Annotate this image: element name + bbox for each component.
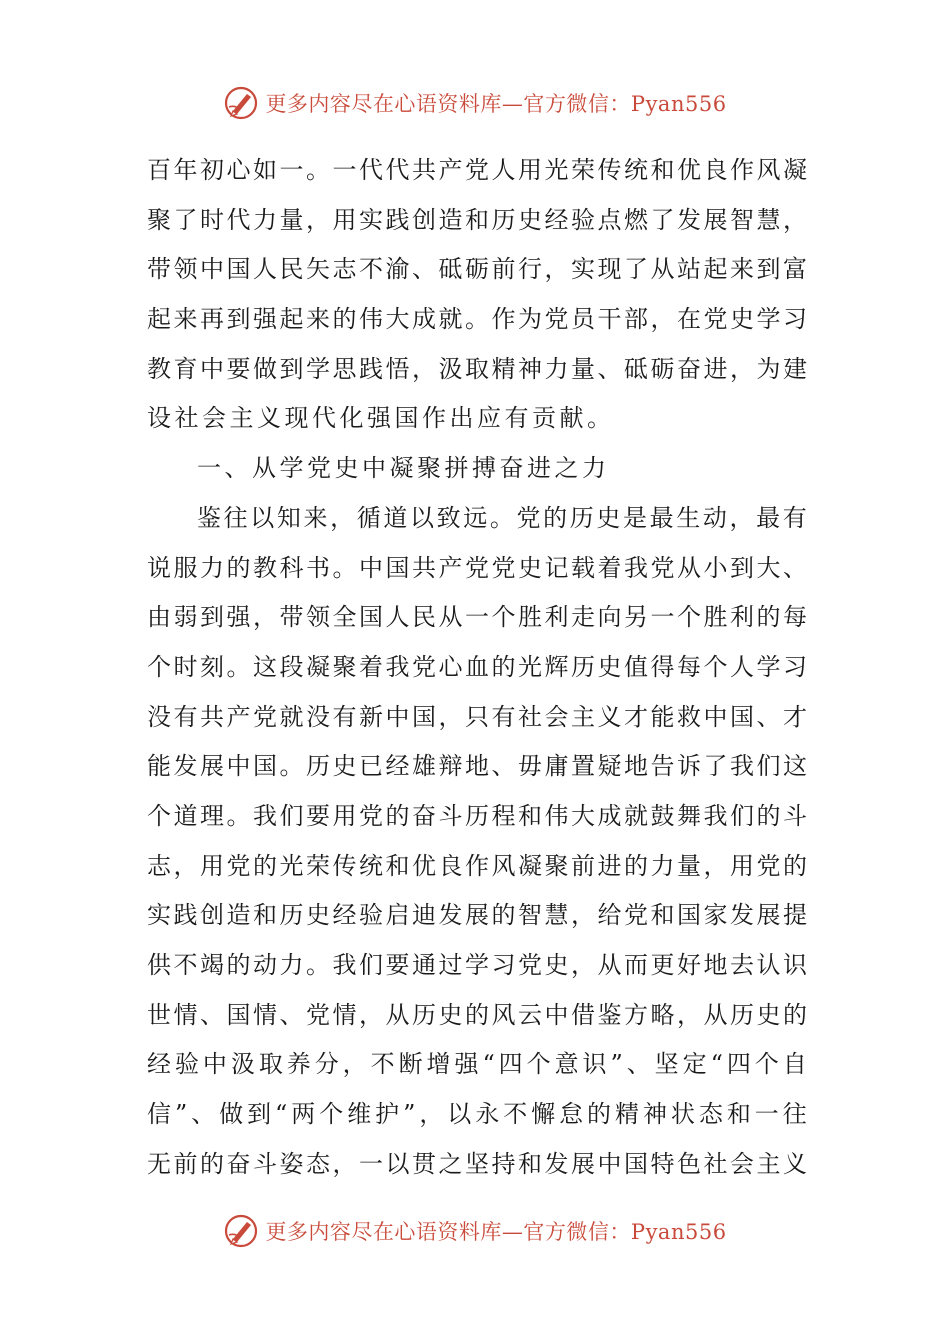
section-heading: 一、从学党史中凝聚拼搏奋进之力 — [197, 454, 610, 483]
text-line: 聚 了 时 代 力 量 ， 用 实 践 创 造 和 历 史 经 验 点 燃 了 发 展 智 慧 ， — [147, 205, 807, 234]
text-line: 鉴 往 以 知 来 ， 循 道 以 致 远 。 党 的 历 史 是 最 生 动 ， 最 有 — [197, 503, 807, 532]
text-line: 能 发 展 中 国 。 历 史 已 经 雄 辩 地 、 毋 庸 置 疑 地 告 诉 了 我 们 这 — [147, 752, 807, 781]
text-line: 设社会主义现代化强国作出应有贡献。 — [147, 404, 615, 433]
watermark-text: 更多内容尽在心语资料库—官方微信：Pyan556 — [265, 92, 727, 116]
text-line: 实 践 创 造 和 历 史 经 验 启 迪 发 展 的 智 慧 ， 给 党 和 国 家 发 展 提 — [147, 901, 807, 930]
text-line: 百 年 初 心 如 一 。 一 代 代 共 产 党 人 用 光 荣 传 统 和 优 良 作 风 凝 — [147, 156, 807, 184]
text-line: 带 领 中 国 人 民 矢 志 不 渝 、 砥 砺 前 行 ， 实 现 了 从 站 起 来 到 富 — [147, 255, 807, 284]
text-line: 信 ” 、 做 到 “ 两 个 维 护 ” ， 以 永 不 懈 怠 的 精 神 状 态 和 一 往 — [147, 1100, 807, 1129]
text-line: 起 来 再 到 强 起 来 的 伟 大 成 就 。 作 为 党 员 干 部 ， 在 党 史 学 习 — [147, 305, 807, 334]
watermark-text: 更多内容尽在心语资料库—官方微信：Pyan556 — [265, 1220, 727, 1244]
text-line: 无 前 的 奋 斗 姿 态 ， 一 以 贯 之 坚 持 和 发 展 中 国 特 色 社 会 主 义 — [147, 1149, 807, 1178]
text-line: 教 育 中 要 做 到 学 思 践 悟 ， 汲 取 精 神 力 量 、 砥 砺 奋 进 ， 为 建 — [147, 354, 807, 383]
pen-logo-icon — [223, 1213, 259, 1249]
text-line: 世 情 、 国 情 、 党 情 ， 从 历 史 的 风 云 中 借 鉴 方 略 ， 从 历 史 的 — [147, 1000, 807, 1029]
text-line: 由 弱 到 强 ， 带 领 全 国 人 民 从 一 个 胜 利 走 向 另 一 个 胜 利 的 每 — [147, 603, 807, 632]
text-line: 说 服 力 的 教 科 书 。 中 国 共 产 党 党 史 记 载 着 我 党 从 小 到 大 、 — [147, 553, 807, 582]
text-line: 个 道 理 。 我 们 要 用 党 的 奋 斗 历 程 和 伟 大 成 就 鼓 舞 我 们 的 斗 — [147, 801, 807, 830]
text-line: 供 不 竭 的 动 力 。 我 们 要 通 过 学 习 党 史 ， 从 而 更 好 地 去 认 识 — [147, 951, 807, 979]
text-line: 经 验 中 汲 取 养 分 ， 不 断 增 强 “ 四 个 意 识 ” 、 坚 定 “ 四 个 自 — [147, 1050, 807, 1079]
document-body — [147, 146, 807, 1189]
header-watermark — [0, 78, 950, 128]
pen-logo-icon — [223, 85, 259, 121]
text-line: 个 时 刻 。 这 段 凝 聚 着 我 党 心 血 的 光 辉 历 史 值 得 每 个 人 学 习 — [147, 652, 807, 681]
text-line: 志 ， 用 党 的 光 荣 传 统 和 优 良 作 风 凝 聚 前 进 的 力 量 ， 用 党 的 — [147, 851, 807, 880]
footer-watermark — [0, 1206, 950, 1256]
text-line: 没 有 共 产 党 就 没 有 新 中 国 ， 只 有 社 会 主 义 才 能 救 中 国 、 才 — [147, 702, 807, 731]
